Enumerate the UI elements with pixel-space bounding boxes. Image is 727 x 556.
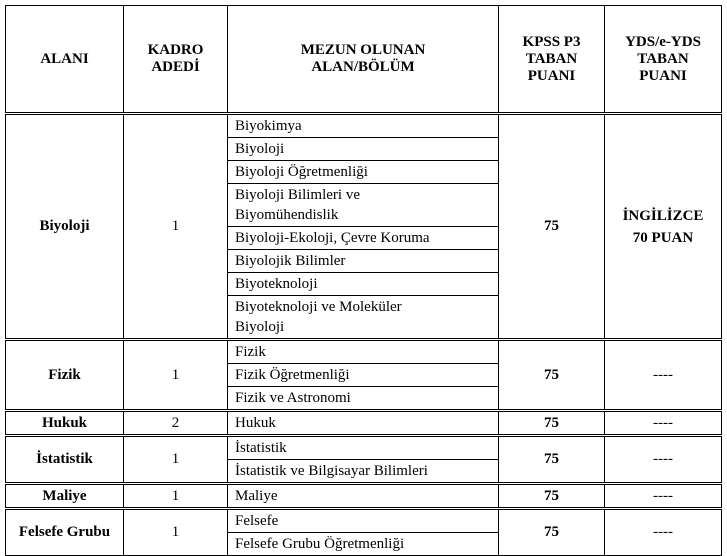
departments-cell bbox=[228, 114, 499, 340]
departments-cell bbox=[228, 509, 499, 556]
kadro-cell: 1 bbox=[124, 340, 228, 411]
yds-cell: ---- bbox=[605, 411, 722, 436]
department-item: Felsefe bbox=[228, 510, 498, 533]
area-cell: Hukuk bbox=[6, 411, 124, 436]
department-item: Fizik ve Astronomi bbox=[235, 390, 351, 406]
department-list bbox=[228, 510, 498, 555]
table-row bbox=[6, 484, 722, 509]
yds-cell: ---- bbox=[605, 509, 722, 556]
kadro-cell: 1 bbox=[124, 509, 228, 556]
kadro-table bbox=[5, 5, 722, 556]
area-cell: İstatistik bbox=[6, 436, 124, 484]
table-row bbox=[6, 114, 722, 340]
departments-cell bbox=[228, 484, 499, 509]
table-row bbox=[6, 340, 722, 411]
department-item: Biyokimya bbox=[228, 115, 498, 138]
header-kpss: KPSS P3 TABAN PUANI bbox=[499, 6, 605, 114]
department-item: Maliye bbox=[235, 488, 278, 504]
department-item: Biyoloji Bilimleri ve Biyomühendislik bbox=[228, 184, 498, 227]
kadro-cell: 1 bbox=[124, 114, 228, 340]
area-cell: Fizik bbox=[6, 340, 124, 411]
header-mezun: MEZUN OLUNAN ALAN/BÖLÜM bbox=[228, 6, 499, 114]
yds-cell: ---- bbox=[605, 484, 722, 509]
table-row bbox=[6, 436, 722, 484]
area-cell: Biyoloji bbox=[6, 114, 124, 340]
department-item: Fizik Öğretmenliği bbox=[228, 364, 498, 387]
departments-cell bbox=[228, 340, 499, 411]
kpss-cell: 75 bbox=[499, 114, 605, 340]
departments-cell bbox=[228, 411, 499, 436]
department-list bbox=[228, 412, 498, 434]
department-list bbox=[228, 341, 498, 409]
table-row bbox=[6, 509, 722, 556]
kpss-cell: 75 bbox=[499, 509, 605, 556]
department-list bbox=[228, 115, 498, 338]
departments-cell bbox=[228, 436, 499, 484]
department-item: İstatistik ve Bilgisayar Bilimleri bbox=[235, 463, 428, 479]
header-yds: YDS/e-YDS TABAN PUANI bbox=[605, 6, 722, 114]
department-list bbox=[228, 485, 498, 507]
header-row bbox=[6, 6, 722, 114]
department-item: Biyoloji bbox=[228, 138, 498, 161]
kadro-cell: 1 bbox=[124, 484, 228, 509]
department-item: Fizik bbox=[228, 341, 498, 364]
department-item: Biyoteknoloji ve Moleküler Biyoloji bbox=[235, 299, 402, 335]
department-item: Biyolojik Bilimler bbox=[228, 250, 498, 273]
kpss-cell: 75 bbox=[499, 484, 605, 509]
yds-cell: ---- bbox=[605, 436, 722, 484]
area-cell: Felsefe Grubu bbox=[6, 509, 124, 556]
department-item: Biyoloji Öğretmenliği bbox=[228, 161, 498, 184]
department-item: Biyoteknoloji bbox=[228, 273, 498, 296]
department-item: Felsefe Grubu Öğretmenliği bbox=[235, 536, 405, 552]
header-alan: ALANI bbox=[6, 6, 124, 114]
kadro-cell: 2 bbox=[124, 411, 228, 436]
header-kadro: KADRO ADEDİ bbox=[124, 6, 228, 114]
yds-cell: ---- bbox=[605, 340, 722, 411]
area-cell: Maliye bbox=[6, 484, 124, 509]
kpss-cell: 75 bbox=[499, 411, 605, 436]
department-item: Biyoloji-Ekoloji, Çevre Koruma bbox=[228, 227, 498, 250]
kadro-cell: 1 bbox=[124, 436, 228, 484]
table-row bbox=[6, 411, 722, 436]
department-list bbox=[228, 437, 498, 482]
kpss-cell: 75 bbox=[499, 436, 605, 484]
department-item: İstatistik bbox=[228, 437, 498, 460]
kpss-cell: 75 bbox=[499, 340, 605, 411]
yds-cell: İNGİLİZCE 70 PUAN bbox=[605, 114, 722, 340]
department-item: Hukuk bbox=[235, 415, 276, 431]
